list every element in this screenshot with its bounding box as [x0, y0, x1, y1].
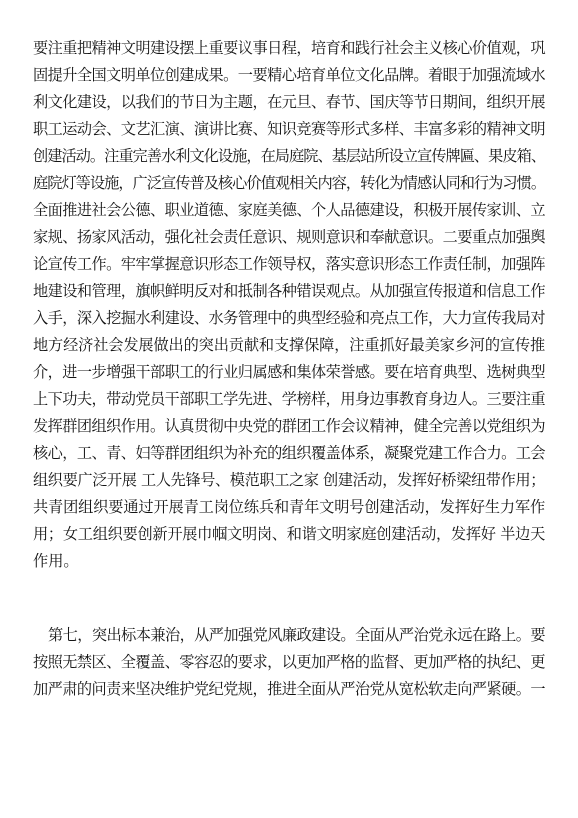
paragraph-1-line-16: 核心，工、青、妇等群团组织为补充的组织覆盖体系，凝聚党建工作合力。工会 [33, 444, 545, 462]
paragraph-1-line-19: 用；女工组织要创新开展巾帼文明岗、和谐文明家庭创建活动，发挥好 半边天 [33, 525, 545, 543]
paragraph-1-line-18: 共青团组织要通过开展青工岗位练兵和青年文明号创建活动，发挥好生力军作 [33, 498, 545, 516]
paragraph-1-line-20: 作用。 [33, 552, 79, 570]
paragraph-2-line-1: 第七，突出标本兼治，从严加强党风廉政建设。全面从严治党永远在路上。要 [48, 626, 545, 644]
paragraph-1-line-10: 地建设和管理，旗帜鲜明反对和抵制各种错误观点。从加强宣传报道和信息工作 [33, 282, 545, 300]
paragraph-1-line-14: 上下功夫，带动党员干部职工学先进、学榜样，用身边事教育身边人。三要注重 [33, 390, 545, 408]
paragraph-1-line-9: 论宣传工作。牢牢掌握意识形态工作领导权，落实意识形态工作责任制，加强阵 [33, 255, 545, 273]
paragraph-1-line-8: 家规、扬家风活动，强化社会责任意识、规则意识和奉献意识。二要重点加强舆 [33, 228, 545, 246]
paragraph-2-line-2: 按照无禁区、全覆盖、零容忍的要求，以更加严格的监督、更加严格的执纪、更 [33, 653, 545, 671]
paragraph-1-line-17: 组织要广泛开展 工人先锋号、模范职工之家 创建活动，发挥好桥梁纽带作用； [33, 471, 545, 489]
paragraph-1-line-7: 全面推进社会公德、职业道德、家庭美德、个人品德建设，积极开展传家训、立 [33, 201, 545, 219]
paragraph-1-line-1: 要注重把精神文明建设摆上重要议事日程，培育和践行社会主义核心价值观，巩 [33, 39, 545, 57]
paragraph-1-line-4: 职工运动会、文艺汇演、演讲比赛、知识竞赛等形式多样、丰富多彩的精神文明 [33, 120, 545, 138]
paragraph-2-line-3: 加严肃的问责来坚决维护党纪党规，推进全面从严治党从宽松软走向严紧硬。一 [33, 680, 545, 698]
paragraph-1-line-12: 地方经济社会发展做出的突出贡献和支撑保障，注重抓好最美家乡河的宣传推 [33, 336, 545, 354]
paragraph-1-line-11: 入手，深入挖掘水利建设、水务管理中的典型经验和亮点工作，大力宣传我局对 [33, 309, 545, 327]
paragraph-1-line-15: 发挥群团组织作用。认真贯彻中央党的群团工作会议精神，健全完善以党组织为 [33, 417, 545, 435]
paragraph-1-line-3: 利文化建设，以我们的节日为主题，在元旦、春节、国庆等节日期间，组织开展 [33, 93, 545, 111]
paragraph-1-line-13: 介，进一步增强干部职工的行业归属感和集体荣誉感。要在培育典型、选树典型 [33, 363, 545, 381]
paragraph-1-line-6: 庭院灯等设施，广泛宣传普及核心价值观相关内容，转化为情感认同和行为习惯。 [33, 174, 545, 192]
paragraph-1-line-2: 固提升全国文明单位创建成果。一要精心培育单位文化品牌。着眼于加强流域水 [33, 66, 545, 84]
paragraph-1-line-5: 创建活动。注重完善水利文化设施，在局庭院、基层站所设立宣传牌匾、果皮箱、 [33, 147, 545, 165]
